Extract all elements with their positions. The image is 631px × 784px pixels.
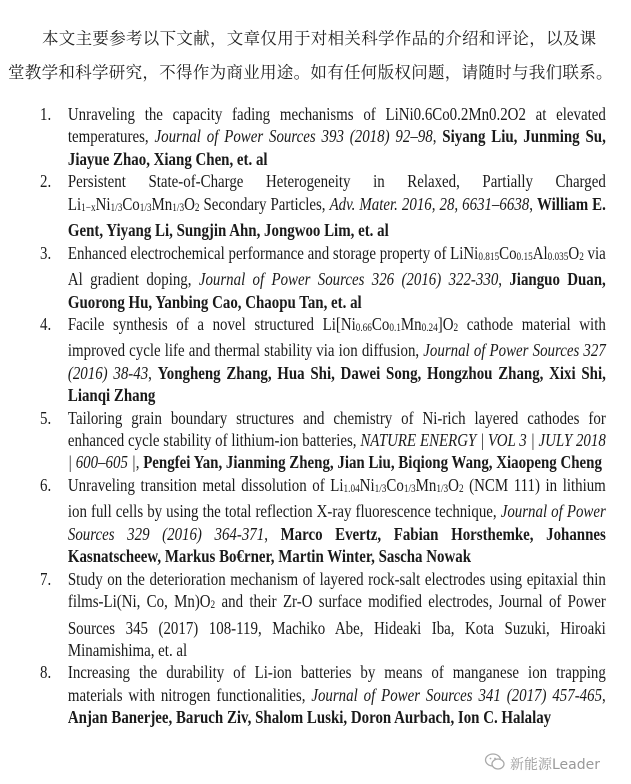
reference-number: 5. — [40, 407, 52, 428]
subscript: 1.04 — [343, 483, 360, 495]
subscript: 1/3 — [436, 483, 449, 495]
reference-item — [40, 661, 606, 728]
reference-item — [40, 474, 606, 568]
reference-title-text: Persistent State-of-Charge Heterogeneity in Relaxed, Partially Charged Li — [67, 171, 606, 214]
reference-authors: Marco Evertz, Fabian Horsthemke, Johannes Kasnatscheew, Markus Bo€rner, Martin Winter, Sascha Nowak — [67, 523, 606, 567]
reference-title-text: Secondary Particles, — [199, 193, 330, 214]
reference-title-text: Increasing the durability of Li-ion batteries by means of manganese ion trapping materials with nitrogen functionalities, — [67, 662, 606, 705]
reference-title-text: ]O — [437, 313, 454, 334]
reference-title-text: , — [529, 193, 538, 214]
reference-journal: Journal of Power Sources 393 (2018) 92–98 — [154, 126, 433, 147]
reference-journal: Adv. Mater. 2016, 28, 6631–6638 — [329, 193, 530, 214]
reference-title-text: Mn — [400, 313, 422, 334]
notice-line-1: 本文主要参考以下文献，文章仅用于对相关科学作品的介绍和评论，以及课 — [42, 29, 597, 48]
reference-title-text: and their Zr-O surface modified electrodes, Journal of Power Sources 345 (2017) 108-119, Machiko Abe, Hideaki Iba, Kota Suzuki, Hiroaki Minamishima, et. al — [67, 591, 606, 660]
subscript: 0.035 — [547, 250, 569, 263]
reference-text — [68, 170, 606, 241]
reference-number: 8. — [40, 662, 52, 683]
reference-number: 1. — [40, 104, 52, 124]
subscript: 1−x — [81, 201, 96, 214]
reference-text — [68, 407, 606, 474]
subscript: 0.24 — [421, 322, 438, 335]
reference-number: 4. — [40, 313, 52, 334]
reference-item — [40, 170, 606, 241]
reference-title-text: Ni — [359, 474, 375, 495]
reference-authors: William E. Gent, Yiyang Li, Sungjin Ahn, Jongwoo Lim, et. al — [67, 193, 606, 241]
subscript: 0.1 — [389, 322, 401, 335]
reference-number: 2. — [40, 171, 52, 192]
subscript: 1/3 — [172, 201, 185, 214]
reference-number: 3. — [40, 242, 52, 263]
reference-title-text: Unraveling transition metal dissolution of Li — [67, 474, 344, 495]
reference-item — [40, 407, 606, 474]
reference-title-text: , — [264, 523, 281, 544]
subscript: 1/3 — [139, 201, 152, 214]
reference-title-text: Unraveling the capacity fading mechanisms of LiNi0.6Co0.2Mn0.2O2 at elevated temperatures, — [67, 104, 606, 147]
reference-title-text: O — [184, 193, 195, 214]
reference-text — [68, 242, 606, 313]
reference-item — [40, 242, 606, 313]
subscript: 2 — [194, 201, 200, 214]
reference-list — [40, 103, 606, 729]
subscript: 1/3 — [374, 483, 387, 495]
watermark — [484, 752, 600, 776]
copyright-notice — [8, 22, 613, 90]
notice-line-2: 堂教学和科学研究，不得作为商业用途。如有任何版权问题，请随时与我们联系。 — [8, 63, 613, 82]
reference-item — [40, 313, 606, 407]
subscript: 0.815 — [478, 250, 500, 263]
reference-text — [68, 661, 606, 728]
subscript: 1/3 — [110, 201, 123, 214]
subscript: 2 — [210, 599, 216, 612]
reference-title-text: Ni — [95, 193, 111, 214]
reference-title-text: Mn — [151, 193, 173, 214]
reference-text — [68, 313, 606, 407]
reference-title-text: , — [135, 452, 144, 473]
reference-authors: Pengfei Yan, Jianming Zheng, Jian Liu, Biqiong Wang, Xiaopeng Cheng — [143, 452, 602, 473]
reference-journal: NATURE ENERGY | VOL 3 | JULY 2018 | 600–605 | — [67, 430, 606, 473]
reference-title-text: O — [568, 242, 580, 263]
reference-title-text: Facile synthesis of a novel structured Li[Ni — [67, 313, 356, 334]
reference-title-text: , — [498, 269, 510, 290]
reference-item — [40, 568, 606, 662]
reference-journal: Journal of Power Sources 329 (2016) 364-371 — [67, 501, 606, 544]
reference-title-text: via Al gradient doping, — [67, 242, 606, 290]
subscript: 2 — [458, 483, 464, 495]
reference-authors: Siyang Liu, Junming Su, Jiayue Zhao, Xiang Chen, et. al — [67, 126, 606, 169]
reference-title-text: Co — [122, 193, 140, 214]
watermark-text: 新能源Leader — [510, 757, 601, 773]
reference-title-text: Al — [532, 242, 548, 263]
subscript: 0.15 — [516, 250, 533, 263]
reference-authors: Anjan Banerjee, Baruch Ziv, Shalom Luski, Doron Aurbach, Ion C. Halalay — [67, 707, 552, 728]
reference-title-text: Co — [499, 242, 517, 263]
wechat-icon — [484, 752, 506, 776]
reference-journal: Journal of Power Sources 326 (2016) 322-330 — [198, 269, 499, 290]
reference-authors: Yongheng Zhang, Hua Shi, Dawei Song, Hongzhou Zhang, Xixi Shi, Lianqi Zhang — [67, 362, 606, 406]
reference-title-text: , — [432, 126, 443, 147]
reference-authors: Jianguo Duan, Guorong Hu, Yanbing Cao, Chaopu Tan, et. al — [67, 269, 606, 312]
reference-title-text: Co — [386, 474, 404, 495]
reference-journal: Journal of Power Sources 327 (2016) 38-43 — [67, 340, 606, 383]
reference-item — [40, 103, 606, 170]
reference-title-text: , — [602, 684, 606, 705]
subscript: 0.66 — [355, 322, 372, 335]
reference-title-text: Tailoring grain boundary structures and chemistry of Ni-rich layered cathodes for enhanced cycle stability of lithium-ion batteries, — [67, 407, 606, 451]
reference-number: 6. — [40, 474, 52, 495]
reference-text — [68, 568, 606, 662]
subscript: 1/3 — [403, 483, 416, 495]
reference-journal: Journal of Power Sources 341 (2017) 457-465 — [311, 684, 603, 705]
reference-title-text: Co — [371, 313, 390, 334]
reference-text — [68, 103, 606, 170]
reference-title-text: Enhanced electrochemical performance and storage property of LiNi — [67, 242, 479, 263]
reference-text — [68, 474, 606, 568]
reference-title-text: (NCM 111) in lithium ion full cells by using the total reflection X-ray fluorescence technique, — [67, 474, 606, 522]
subscript: 2 — [453, 322, 459, 335]
reference-title-text: O — [448, 474, 459, 495]
reference-title-text: Study on the deterioration mechanism of layered rock-salt electrodes using epitaxial thin films-Li(Ni, Co, Mn)O — [67, 568, 606, 612]
reference-number: 7. — [40, 568, 52, 589]
subscript: 2 — [579, 250, 584, 263]
reference-title-text: , — [148, 362, 158, 383]
reference-title-text: cathode material with improved cycle life and thermal stability via ion diffusion, — [67, 313, 606, 361]
reference-title-text: Mn — [415, 474, 437, 495]
